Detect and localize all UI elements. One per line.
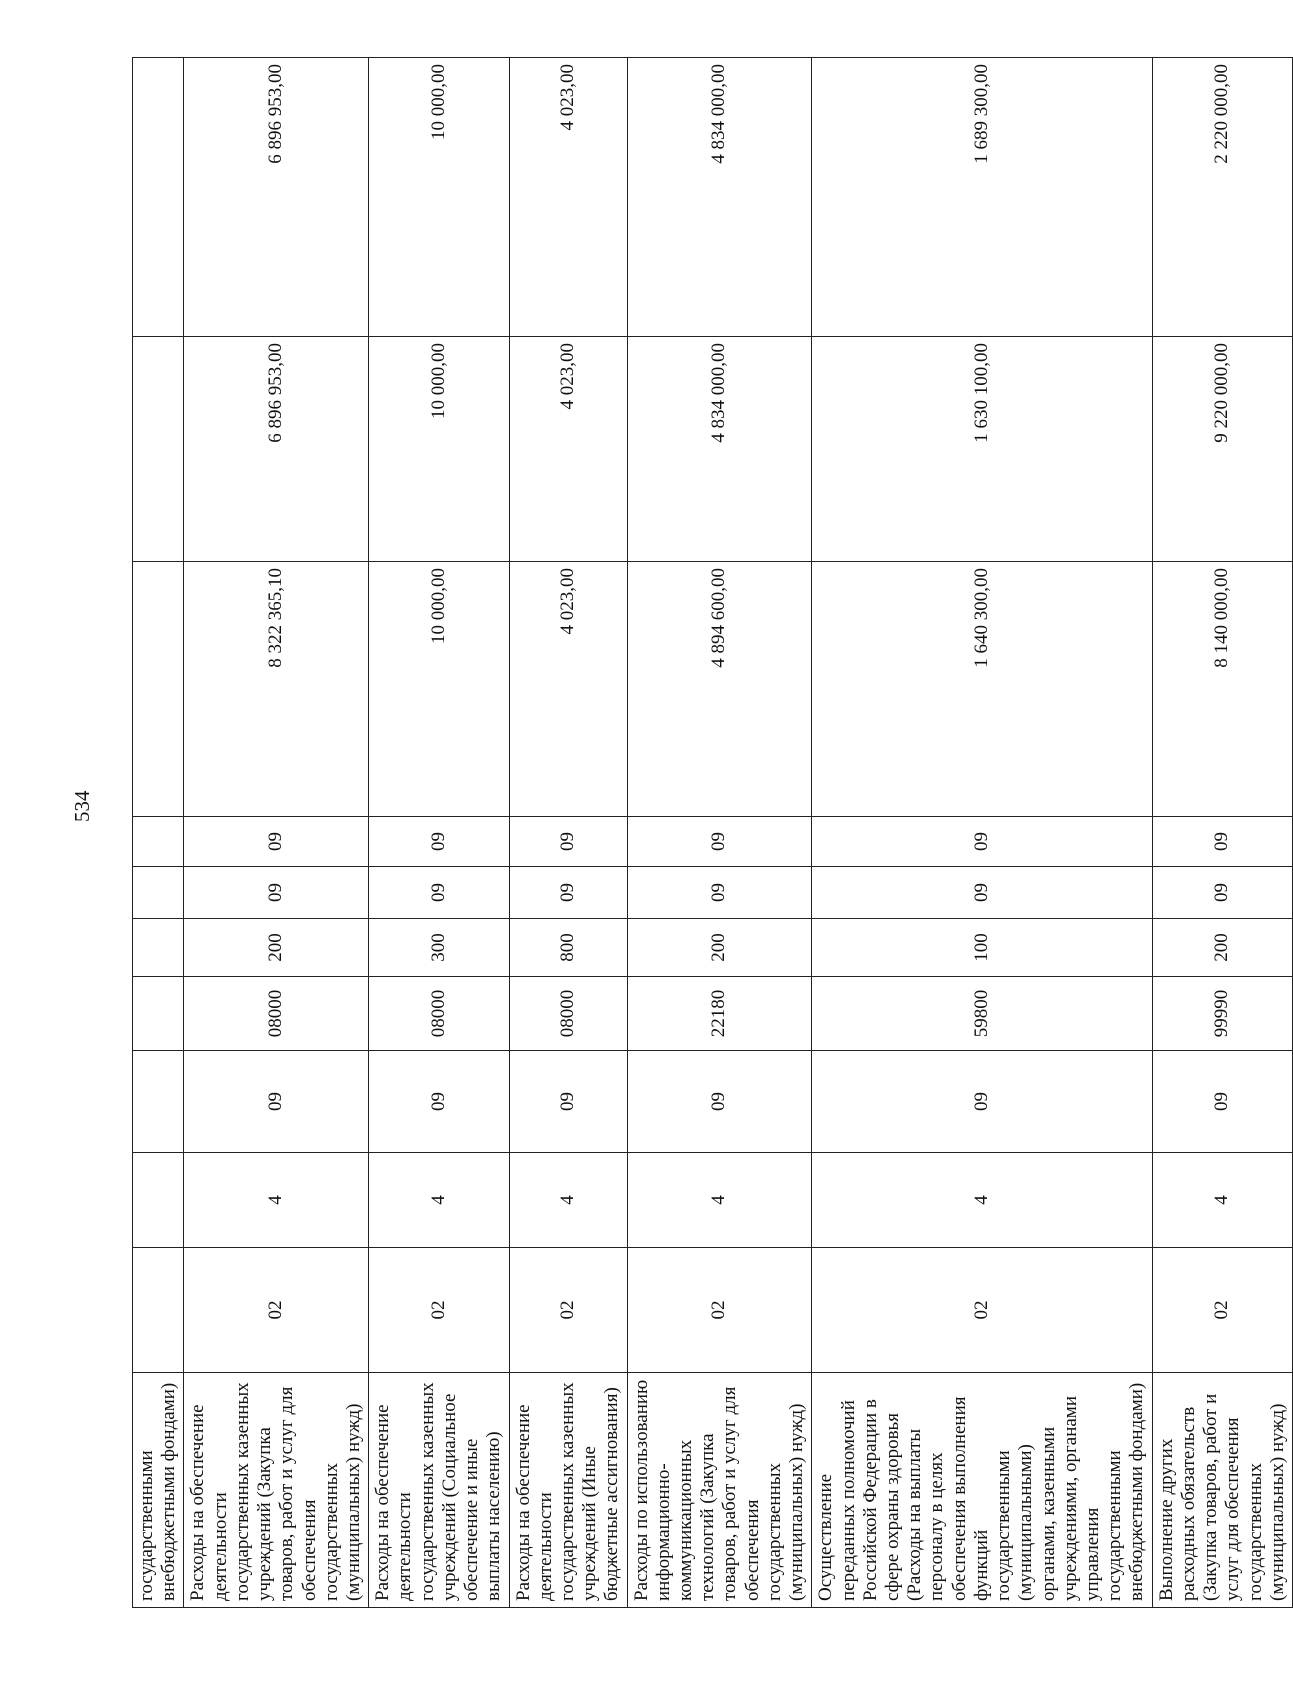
cell-code bbox=[133, 1051, 184, 1153]
cell-code: 4 bbox=[1152, 1153, 1292, 1248]
cell-code: 08000 bbox=[184, 977, 369, 1051]
cell-code: 200 bbox=[184, 919, 369, 977]
cell-code: 4 bbox=[509, 1153, 627, 1248]
cell-code bbox=[133, 1248, 184, 1373]
cell-code: 09 bbox=[627, 867, 812, 919]
cell-code: 100 bbox=[812, 919, 1152, 977]
row-description: Расходы по использованию информационно-коммуникационных технологий (Закупка товаров, работ и услуг для обеспечения государственных (муниципальных) нужд) bbox=[627, 1373, 812, 1608]
cell-code: 09 bbox=[369, 817, 509, 867]
cell-code: 09 bbox=[184, 867, 369, 919]
cell-amount: 1 630 100,00 bbox=[812, 337, 1152, 562]
cell-code: 200 bbox=[1152, 919, 1292, 977]
cell-code: 09 bbox=[627, 1051, 812, 1153]
table-row bbox=[369, 58, 509, 1608]
table-row bbox=[184, 58, 369, 1608]
cell-code: 09 bbox=[1152, 817, 1292, 867]
cell-code bbox=[133, 977, 184, 1051]
cell-amount: 4 834 000,00 bbox=[627, 337, 812, 562]
cell-code: 02 bbox=[509, 1248, 627, 1373]
cell-amount bbox=[133, 337, 184, 562]
cell-amount: 2 220 000,00 bbox=[1152, 58, 1292, 337]
cell-amount bbox=[133, 562, 184, 817]
cell-code: 59800 bbox=[812, 977, 1152, 1051]
row-description: Расходы на обеспечение деятельности государственных казенных учреждений (Социальное обеспечение и иные выплаты населению) bbox=[369, 1373, 509, 1608]
cell-amount: 8 322 365,10 bbox=[184, 562, 369, 817]
cell-code: 02 bbox=[627, 1248, 812, 1373]
cell-code: 800 bbox=[509, 919, 627, 977]
row-description: Расходы на обеспечение деятельности государственных казенных учреждений (Закупка товаров, работ и услуг для обеспечения государственных (муниципальных) нужд) bbox=[184, 1373, 369, 1608]
cell-code bbox=[133, 867, 184, 919]
cell-code: 09 bbox=[627, 817, 812, 867]
cell-code: 09 bbox=[812, 817, 1152, 867]
budget-table bbox=[132, 57, 1293, 1608]
row-description: государственными внебюджетными фондами) bbox=[133, 1373, 184, 1608]
cell-amount: 6 896 953,00 bbox=[184, 58, 369, 337]
row-description: Расходы на обеспечение деятельности государственных казенных учреждений (Иные бюджетные ассигнования) bbox=[509, 1373, 627, 1608]
cell-amount: 4 023,00 bbox=[509, 562, 627, 817]
cell-amount: 4 023,00 bbox=[509, 58, 627, 337]
cell-code bbox=[133, 919, 184, 977]
cell-amount: 10 000,00 bbox=[369, 337, 509, 562]
cell-code: 09 bbox=[812, 867, 1152, 919]
cell-code: 09 bbox=[369, 1051, 509, 1153]
cell-code: 09 bbox=[509, 1051, 627, 1153]
cell-code: 02 bbox=[369, 1248, 509, 1373]
cell-code: 09 bbox=[812, 1051, 1152, 1153]
cell-code bbox=[133, 817, 184, 867]
cell-amount: 4 894 600,00 bbox=[627, 562, 812, 817]
page-number: 534 bbox=[70, 790, 94, 822]
cell-code: 4 bbox=[627, 1153, 812, 1248]
cell-amount: 4 023,00 bbox=[509, 337, 627, 562]
cell-code: 09 bbox=[369, 867, 509, 919]
cell-code: 99990 bbox=[1152, 977, 1292, 1051]
cell-amount: 8 140 000,00 bbox=[1152, 562, 1292, 817]
cell-amount: 9 220 000,00 bbox=[1152, 337, 1292, 562]
cell-code: 09 bbox=[509, 817, 627, 867]
cell-amount: 1 689 300,00 bbox=[812, 58, 1152, 337]
cell-amount: 1 640 300,00 bbox=[812, 562, 1152, 817]
cell-code: 09 bbox=[184, 817, 369, 867]
table-row bbox=[1152, 58, 1292, 1608]
table-row bbox=[509, 58, 627, 1608]
cell-code: 22180 bbox=[627, 977, 812, 1051]
cell-code: 09 bbox=[509, 867, 627, 919]
table-row bbox=[133, 58, 184, 1608]
rotated-table-wrapper bbox=[132, 58, 1288, 1608]
cell-code: 02 bbox=[1152, 1248, 1292, 1373]
cell-code: 09 bbox=[184, 1051, 369, 1153]
cell-amount: 4 834 000,00 bbox=[627, 58, 812, 337]
cell-code: 4 bbox=[369, 1153, 509, 1248]
cell-amount bbox=[133, 58, 184, 337]
table-row bbox=[627, 58, 812, 1608]
cell-code: 08000 bbox=[369, 977, 509, 1051]
cell-code: 4 bbox=[184, 1153, 369, 1248]
cell-code: 300 bbox=[369, 919, 509, 977]
cell-code: 02 bbox=[812, 1248, 1152, 1373]
table-row bbox=[812, 58, 1152, 1608]
cell-code: 02 bbox=[184, 1248, 369, 1373]
cell-code: 08000 bbox=[509, 977, 627, 1051]
cell-code: 09 bbox=[1152, 1051, 1292, 1153]
cell-amount: 10 000,00 bbox=[369, 562, 509, 817]
cell-code: 09 bbox=[1152, 867, 1292, 919]
row-description: Осуществление переданных полномочий Российской Федерации в сфере охраны здоровья (Расходы на выплаты персоналу в целях обеспечения выполнения функций государственными (муниципальными) органами, казенными учреждениями, органами управления государственными внебюджетными фондами) bbox=[812, 1373, 1152, 1608]
cell-code: 200 bbox=[627, 919, 812, 977]
cell-amount: 10 000,00 bbox=[369, 58, 509, 337]
cell-code: 4 bbox=[812, 1153, 1152, 1248]
row-description: Выполнение других расходных обязательств (Закупка товаров, работ и услуг для обеспечения государственных (муниципальных) нужд) bbox=[1152, 1373, 1292, 1608]
cell-amount: 6 896 953,00 bbox=[184, 337, 369, 562]
cell-code bbox=[133, 1153, 184, 1248]
